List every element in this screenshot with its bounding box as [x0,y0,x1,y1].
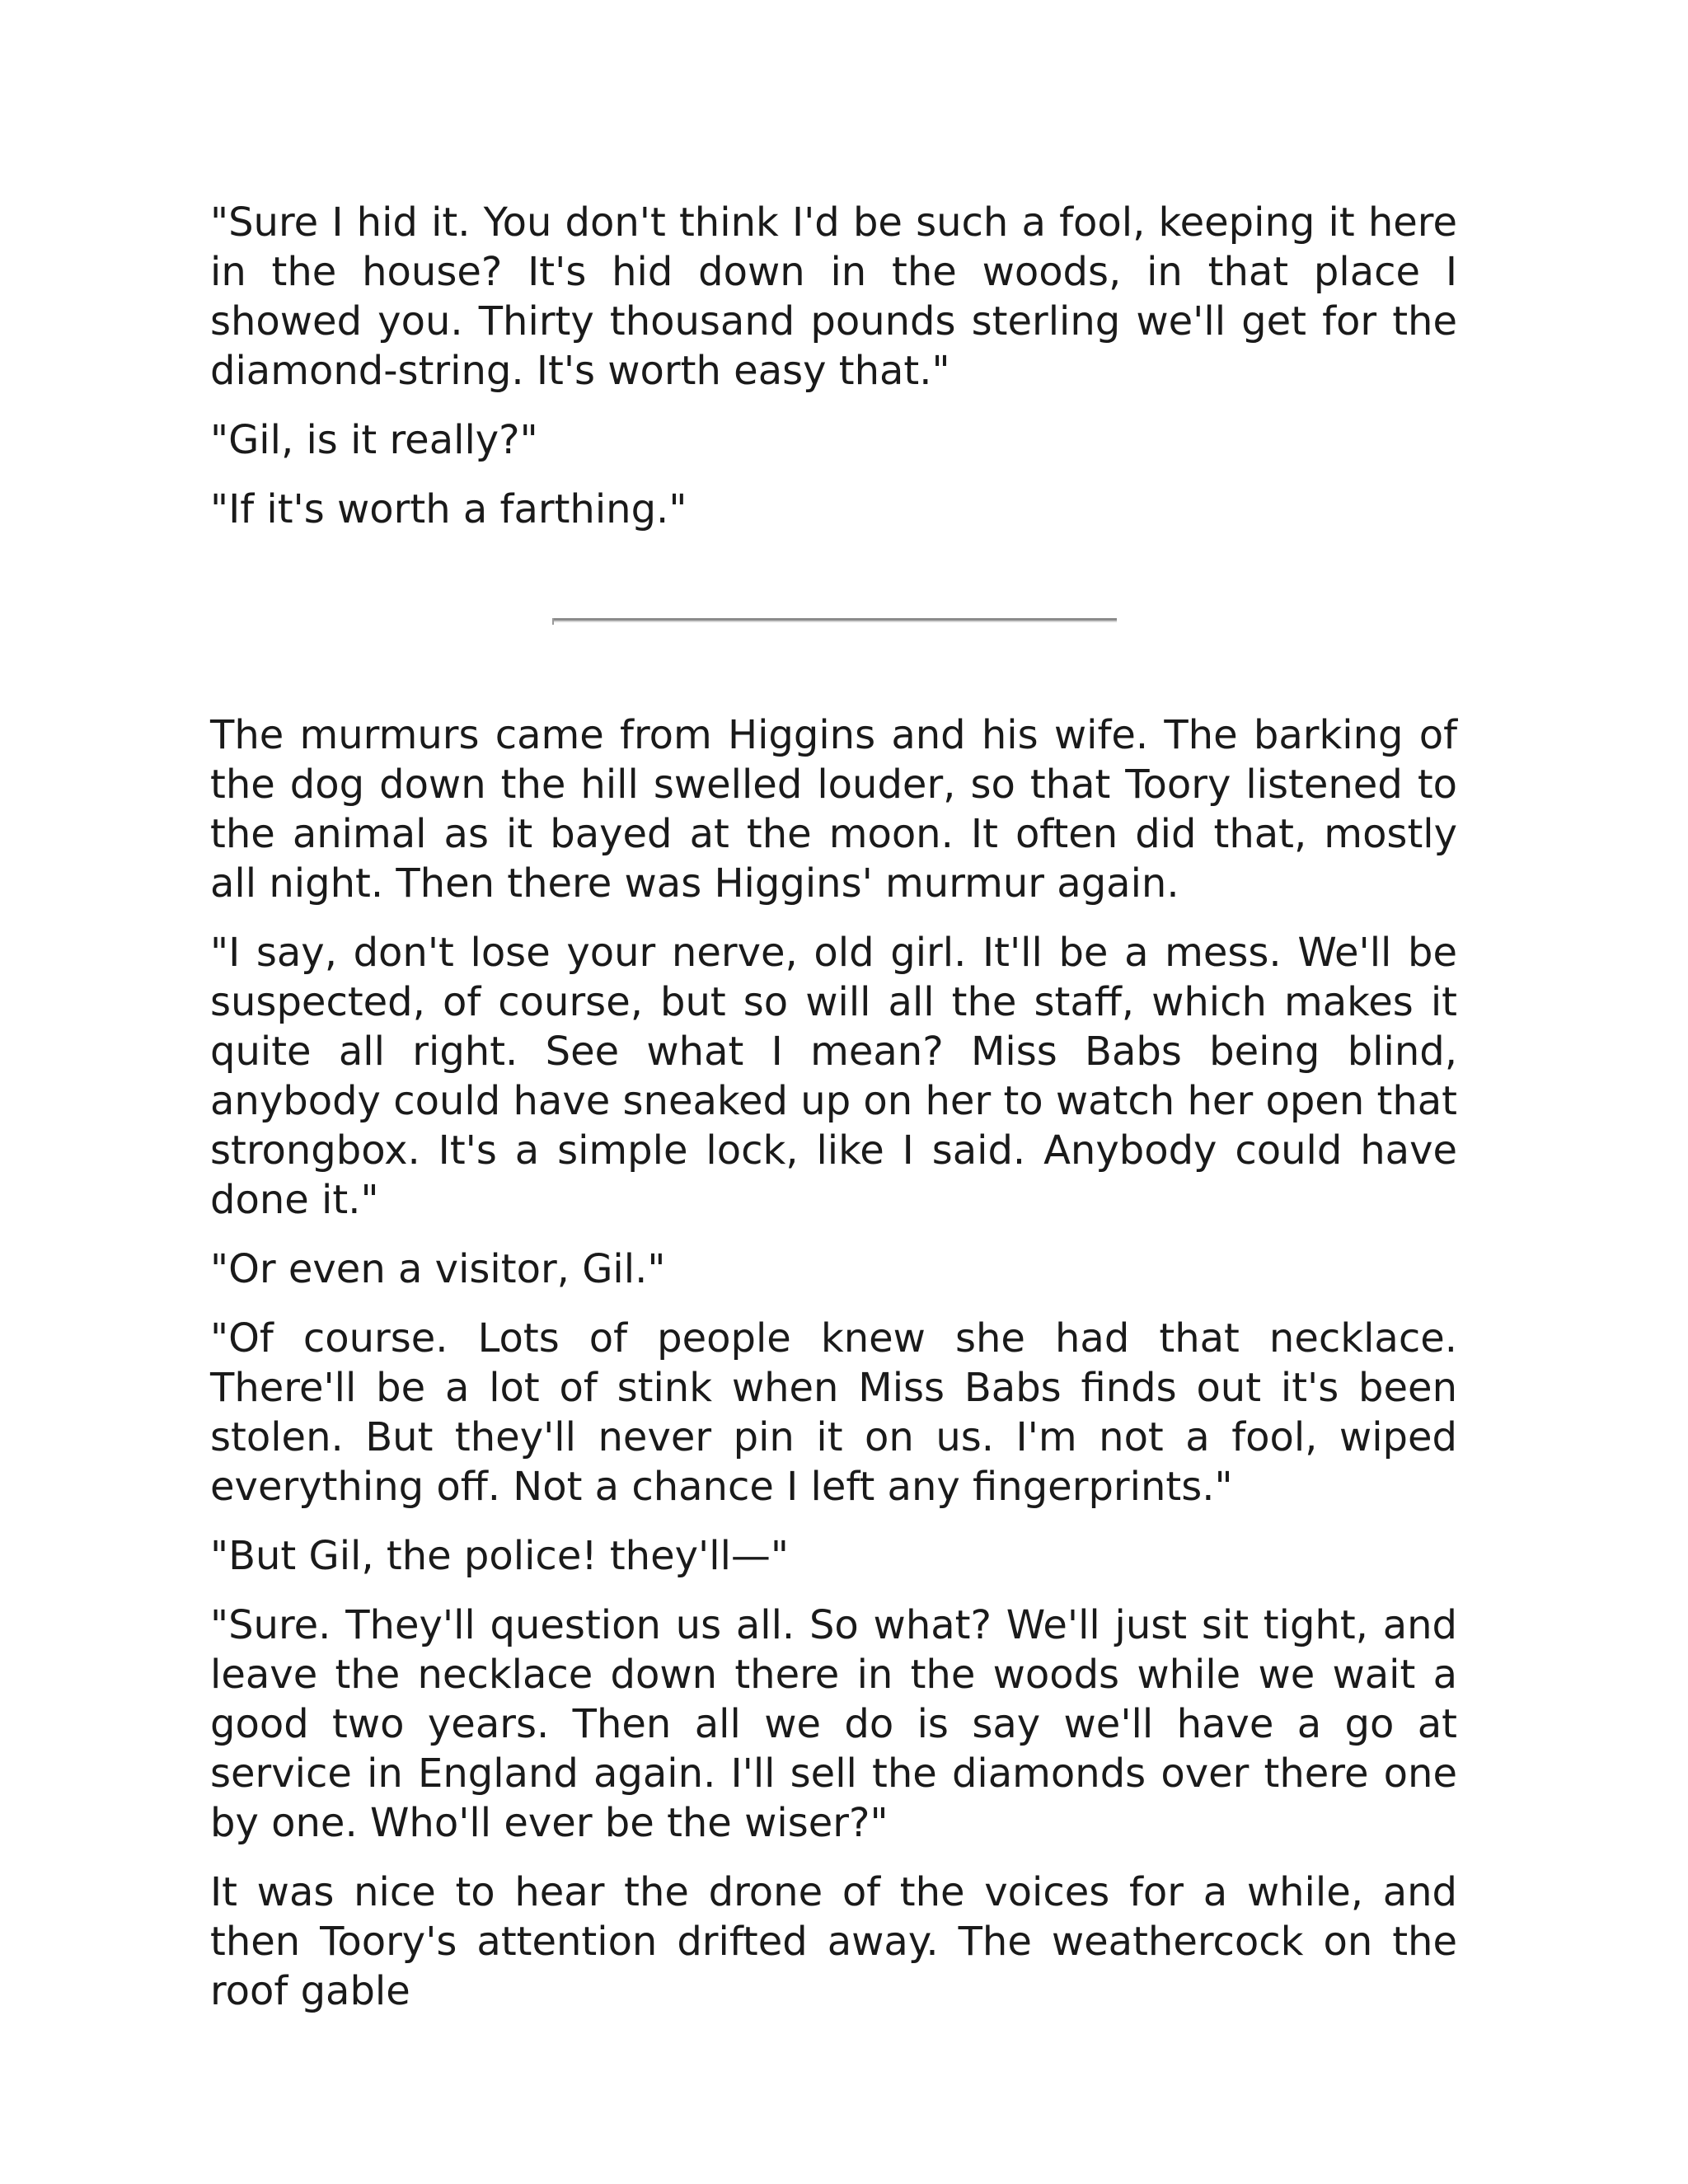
paragraph: "Sure. They'll question us all. So what? We'll just sit tight, and leave the necklace down there in the woods while we wait a good two years. Then all we do is say we'll have a go at service in England again. I'll sell the diamonds over there one by one. Who'll ever be the wiser?" [210,1602,1457,1846]
paragraph: "Sure I hid it. You don't think I'd be such a fool, keeping it here in the house? It's hid down in the woods, in that place I showed you. Thirty thousand pounds sterling we'll get for the diamond-string. It's worth easy that." [210,199,1457,394]
page-body [210,198,1457,2036]
paragraph: "If it's worth a farthing." [210,486,687,532]
section-break [210,554,1457,710]
paragraph: It was nice to hear the drone of the voices for a while, and then Toory's attention drifted away. The weathercock on the roof gable [210,1869,1457,2014]
paragraph: "Gil, is it really?" [210,417,538,463]
horizontal-rule [552,618,1117,622]
paragraph: "Or even a visitor, Gil." [210,1246,666,1292]
paragraph: "I say, don't lose your nerve, old girl. It'll be a mess. We'll be suspected, of course, but so will all the staff, which makes it quite all right. See what I mean? Miss Babs being blind, anybody could have sneaked up on her to watch her open that strongbox. It's a simple lock, like I said. Anybody could have done it." [210,930,1457,1223]
paragraph: The murmurs came from Higgins and his wife. The barking of the dog down the hill swelled louder, so that Toory listened to the animal as it bayed at the moon. It often did that, mostly all night. Then there was Higgins' murmur again. [210,712,1457,907]
paragraph: "But Gil, the police! they'll—" [210,1533,789,1579]
paragraph: "Of course. Lots of people knew she had that necklace. There'll be a lot of stink when Miss Babs finds out it's been stolen. But they'll never pin it on us. I'm not a fool, wiped everything off. Not a chance I left any fingerprints." [210,1315,1457,1510]
